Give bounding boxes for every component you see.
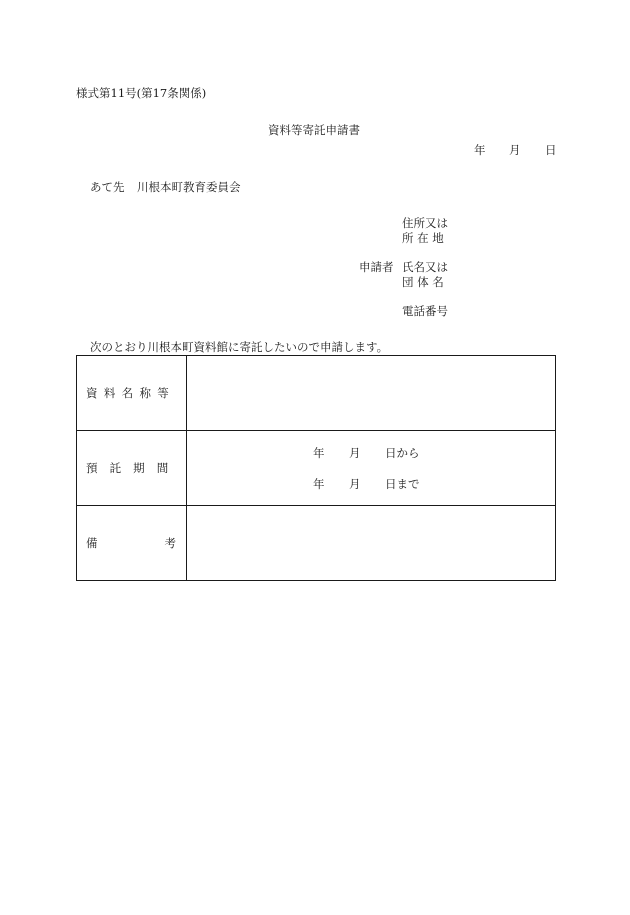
period-from-month: 月 <box>349 446 361 460</box>
material-name-label-cell <box>77 356 187 431</box>
application-table <box>76 355 556 581</box>
phone-label: 電話番号 <box>402 304 448 318</box>
addressee-name: 川根本町教育委員会 <box>137 180 241 194</box>
addressee-prefix: あて先 <box>90 180 125 194</box>
name-label-line1: 氏名又は <box>402 260 448 274</box>
form-number: 様式第11号(第17条関係) <box>76 86 207 100</box>
deposit-period-value-cell[interactable] <box>187 431 556 506</box>
remarks-label-right: 考 <box>164 536 176 550</box>
name-label-line2: 団 体 名 <box>402 275 444 289</box>
period-to-year: 年 <box>313 477 325 491</box>
remarks-value-cell[interactable] <box>187 506 556 581</box>
period-from-year: 年 <box>313 446 325 460</box>
table-row <box>77 356 556 431</box>
date-day: 日 <box>545 143 557 157</box>
table-row <box>77 506 556 581</box>
deposit-period-label-cell <box>77 431 187 506</box>
period-to-day: 日まで <box>385 477 420 491</box>
address-label-line1: 住所又は <box>402 216 448 230</box>
intro-sentence: 次のとおり川根本町資料館に寄託したいので申請します。 <box>90 340 389 354</box>
deposit-period-label: 預託期間 <box>86 461 181 475</box>
period-from-day: 日から <box>385 446 420 460</box>
remarks-label-left: 備 <box>86 536 98 550</box>
material-name-value-cell[interactable] <box>187 356 556 431</box>
remarks-label-cell <box>77 506 187 581</box>
table-row <box>77 431 556 506</box>
document-title: 資料等寄託申請書 <box>268 123 360 137</box>
remarks-label <box>86 535 186 551</box>
date-month: 月 <box>509 143 521 157</box>
material-name-label: 資料名称等 <box>86 386 176 400</box>
period-to-month: 月 <box>349 477 361 491</box>
address-label-line2: 所 在 地 <box>402 231 444 245</box>
applicant-role-label: 申請者 <box>359 260 394 274</box>
date-year: 年 <box>474 143 486 157</box>
